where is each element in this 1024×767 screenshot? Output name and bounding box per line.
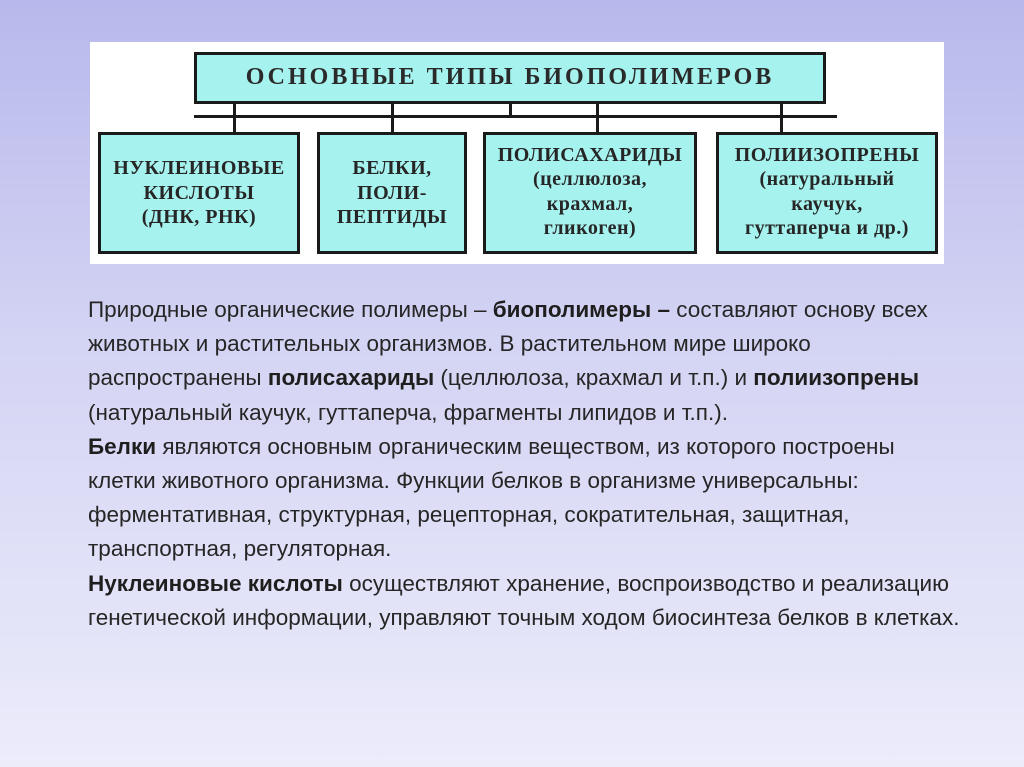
text: являются основным органическим веществом, из которого построены клетки животного организма. Функции белков в организме универсальны: ферментативная, структурная, рецепторная, сократительная, защитная, транспортная, регуляторная. (88, 433, 895, 562)
box-line: КИСЛОТЫ (143, 181, 255, 204)
box-line: ПОЛИСАХАРИДЫ (497, 144, 683, 166)
text: (натуральный каучук, гуттаперча, фрагменты липидов и т.п.). (88, 399, 728, 425)
box-line: НУКЛЕИНОВЫЕ (113, 157, 285, 180)
paragraph-nucleic-acids (88, 567, 968, 635)
box-line: гликоген) (543, 217, 637, 240)
diagram-panel (90, 42, 944, 264)
box-line: (ДНК, РНК) (141, 206, 257, 229)
root-box-biopolymer-types (194, 52, 826, 104)
box-line: ПОЛИ- (357, 181, 427, 204)
box-nucleic-acids (98, 132, 300, 254)
connector-1 (233, 102, 236, 134)
connector-2 (391, 102, 394, 134)
term-nucleic-acids: Нуклеиновые кислоты (88, 570, 343, 596)
term-proteins: Белки (88, 433, 157, 459)
box-line: гуттаперча и др.) (745, 217, 909, 240)
paragraph-proteins (88, 430, 968, 567)
box-proteins (317, 132, 467, 254)
connector-center (509, 102, 512, 117)
text: составляют основу всех животных и растительных организмов. В растительном мире широко распространены (88, 297, 928, 391)
connector-trunk (194, 115, 837, 118)
paragraph-biopolymers (88, 293, 968, 430)
root-box-label: ОСНОВНЫЕ ТИПЫ БИОПОЛИМЕРОВ (245, 64, 775, 91)
text: Природные органические полимеры – (88, 297, 493, 322)
box-line: каучук, (791, 192, 863, 215)
term-polysaccharides: полисахариды (267, 365, 435, 391)
connector-3 (596, 102, 599, 134)
box-line: ПЕПТИДЫ (336, 206, 448, 229)
box-line: БЕЛКИ, (352, 157, 432, 180)
text: осуществляют хранение, воспроизводство и реализацию генетической информации, управляют точным ходом биосинтеза белков в клетках. (88, 570, 960, 630)
term-polyisoprenes: полиизопрены (753, 365, 920, 391)
term-biopolymers: биополимеры – (492, 297, 671, 322)
box-line: (целлюлоза, (532, 168, 648, 191)
box-polysaccharides (483, 132, 697, 254)
box-line: ПОЛИИЗОПРЕНЫ (734, 144, 920, 166)
connector-4 (780, 102, 783, 134)
box-line: (натуральный (759, 168, 895, 191)
text: (целлюлоза, крахмал и т.п.) и (434, 365, 754, 391)
box-line: крахмал, (546, 192, 634, 215)
body-text (88, 293, 968, 635)
box-polyisoprenes (716, 132, 938, 254)
